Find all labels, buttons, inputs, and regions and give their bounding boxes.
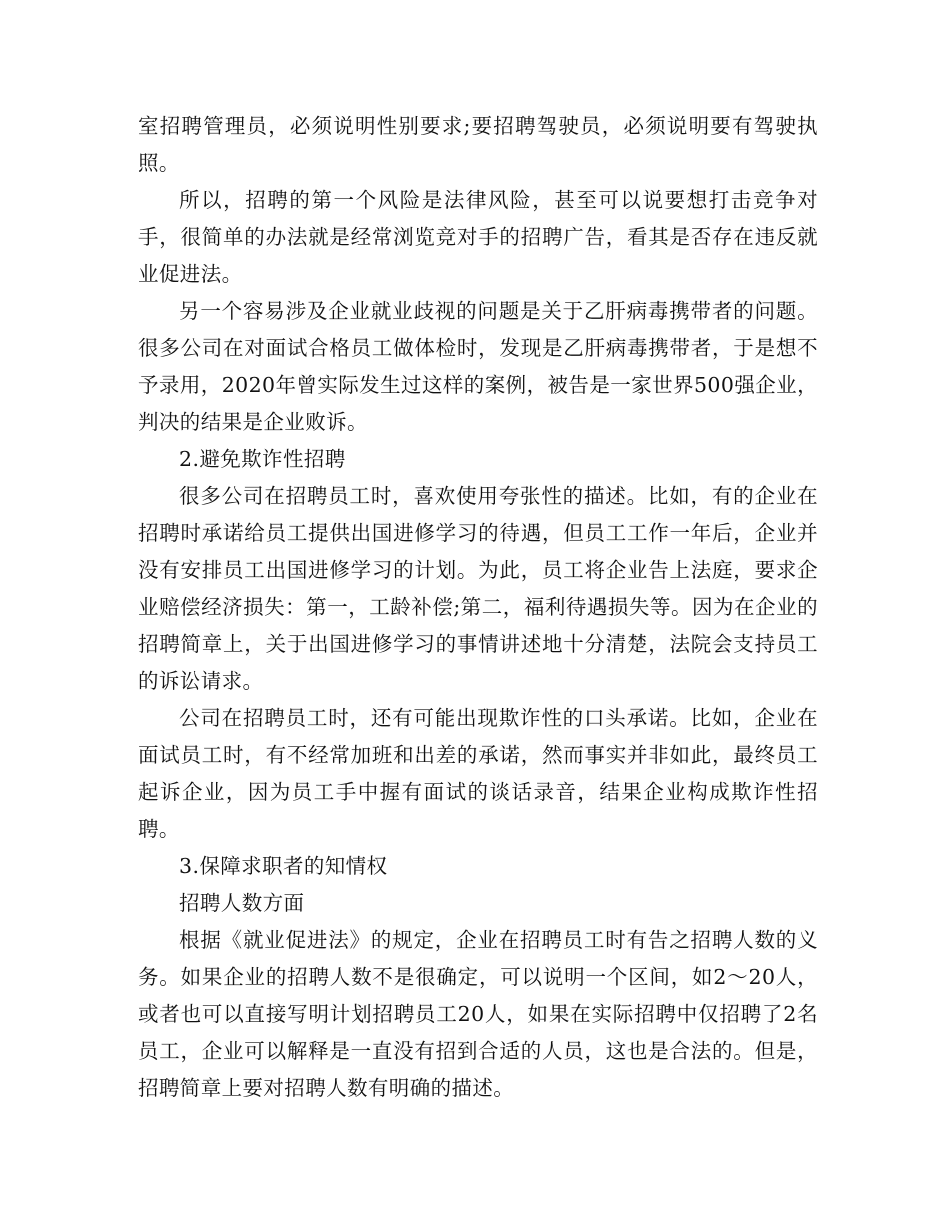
section-heading-right-to-know: 3.保障求职者的知情权 <box>179 854 388 878</box>
paragraph-verbal-promise: 公司在招聘员工时，还有可能出现欺诈性的口头承诺。比如，企业在面试员工时，有不经常加班和出差的承诺，然而事实并非如此，最终员工起诉企业，因为员工手中握有面试的谈话录音，结果企业构成欺诈性招聘。 <box>138 706 818 841</box>
section-heading-fraud: 2.避免欺诈性招聘 <box>179 447 346 471</box>
paragraph-headcount: 根据《就业促进法》的规定，企业在招聘员工时有告之招聘人数的义务。如果企业的招聘人数不是很确定，可以说明一个区间，如2～20人，或者也可以直接写明计划招聘员工20人，如果在实际招聘中仅招聘了2名员工，企业可以解释是一直没有招到合适的人员，这也是合法的。但是，招聘简章上要对招聘人数有明确的描述。 <box>138 928 818 1100</box>
paragraph-hepatitis-b: 另一个容易涉及企业就业歧视的问题是关于乙肝病毒携带者的问题。很多公司在对面试合格员工做体检时，发现是乙肝病毒携带者，于是想不予录用，2020年曾实际发生过这样的案例，被告是一家世界500强企业，判决的结果是企业败诉。 <box>138 299 818 434</box>
subheading-headcount: 招聘人数方面 <box>179 891 305 915</box>
paragraph-legal-risk: 所以，招聘的第一个风险是法律风险，甚至可以说要想打击竞争对手，很简单的办法就是经常浏览竞对手的招聘广告，看其是否存在违反就业促进法。 <box>138 188 818 286</box>
document-body <box>138 108 818 1107</box>
paragraph-continued: 室招聘管理员，必须说明性别要求;要招聘驾驶员，必须说明要有驾驶执照。 <box>138 114 818 175</box>
paragraph-exaggeration: 很多公司在招聘员工时，喜欢使用夸张性的描述。比如，有的企业在招聘时承诺给员工提供出国进修学习的待遇，但员工工作一年后，企业并没有安排员工出国进修学习的计划。为此，员工将企业告上法庭，要求企业赔偿经济损失：第一，工龄补偿;第二，福利待遇损失等。因为在企业的招聘简章上，关于出国进修学习的事情讲述地十分清楚，法院会支持员工的诉讼请求。 <box>138 484 818 693</box>
